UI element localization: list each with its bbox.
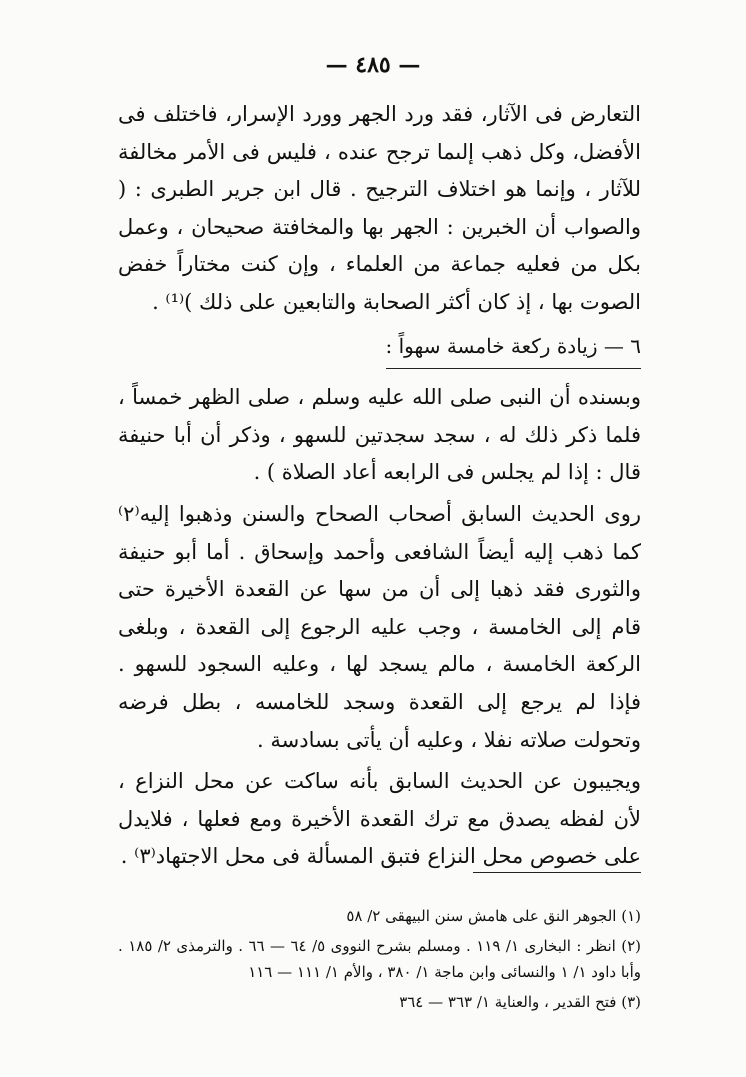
section-heading-text: ٦ — زيادة ركعة خامسة سهواً : bbox=[386, 328, 642, 370]
footnote-1: (١) الجوهر النق على هامش سنن البيهقى ٢/ ٥٨ bbox=[346, 907, 641, 925]
paragraph-1: التعارض فى الآثار، فقد ورد الجهر وورد الإسرار، فاختلف فى الأفضل، وكل ذهب إلىما ترجح عنده ، فليس فى الأمر مخالفة للآثار ، وإنما هو اختلاف الترجيح . قال ابن جرير الطبرى : ( والصواب أن الخبرين : الجهر بها والمخافتة صحيحان ، وعمل بكل من فعليه جماعة من العلماء ، وإن كنت مختاراً خفض الصوت بها ، إذ كان أكثر الصحابة والتابعين على ذلك )⁽¹⁾ . bbox=[118, 102, 641, 314]
paragraph-2: وبسنده أن النبى صلى الله عليه وسلم ، صلى الظهر خمساً ، فلما ذكر ذلك له ، سجد سجدتين للسهو ، وذكر أن أبا حنيفة قال : إذا لم يجلس فى الرابعه أعاد الصلاة ) . bbox=[118, 385, 641, 485]
footnote-2: (٢) انظر : البخارى ١/ ١١٩ . ومسلم بشرح النووى ٥/ ٦٤ — ٦٦ . والترمذى ٢/ ١٨٥ . وأبا داود ١/ ١ والنسائى وابن ماجة ١/ ٣٨٠ ، والأم ١/ ١١١ — ١١٦ bbox=[118, 937, 642, 981]
paragraph-3: روى الحديث السابق أصحاب الصحاح والسنن وذهبوا إليه⁽٢⁾ كما ذهب إليه أيضاً الشافعى وأحمد وإسحاق . أما أبو حنيفة والثورى فقد ذهبا إلى أن من سها عن القعدة الأخيرة حتى قام إلى الخامسة ، وجب عليه الرجوع إلى القعدة ، وبلغى الركعة الخامسة ، مالم يسجد لها ، وعليه السجود للسهو . فإذا لم يرجع إلى القعدة وسجد للخامسه ، بطل فرضه وتحولت صلاته نفلا ، وعليه أن يأتى بسادسة . bbox=[118, 501, 641, 752]
main-text bbox=[118, 96, 641, 876]
footnotes bbox=[118, 903, 641, 1015]
footnote-separator bbox=[473, 872, 641, 873]
footnote-3: (٣) فتح القدير ، والعناية ١/ ٣٦٣ — ٣٦٤ bbox=[399, 993, 641, 1011]
page-number: — ٤٨٥ — bbox=[325, 52, 421, 78]
section-heading bbox=[118, 328, 641, 370]
paragraph-4: ويجيبون عن الحديث السابق بأنه ساكت عن محل النزاع ، لأن لفظه يصدق مع ترك القعدة الأخيرة ومع فعلها ، فلايدل على خصوص محل النزاع فتبق المسألة فى محل الاجتهاد⁽٣⁾ . bbox=[118, 769, 641, 869]
